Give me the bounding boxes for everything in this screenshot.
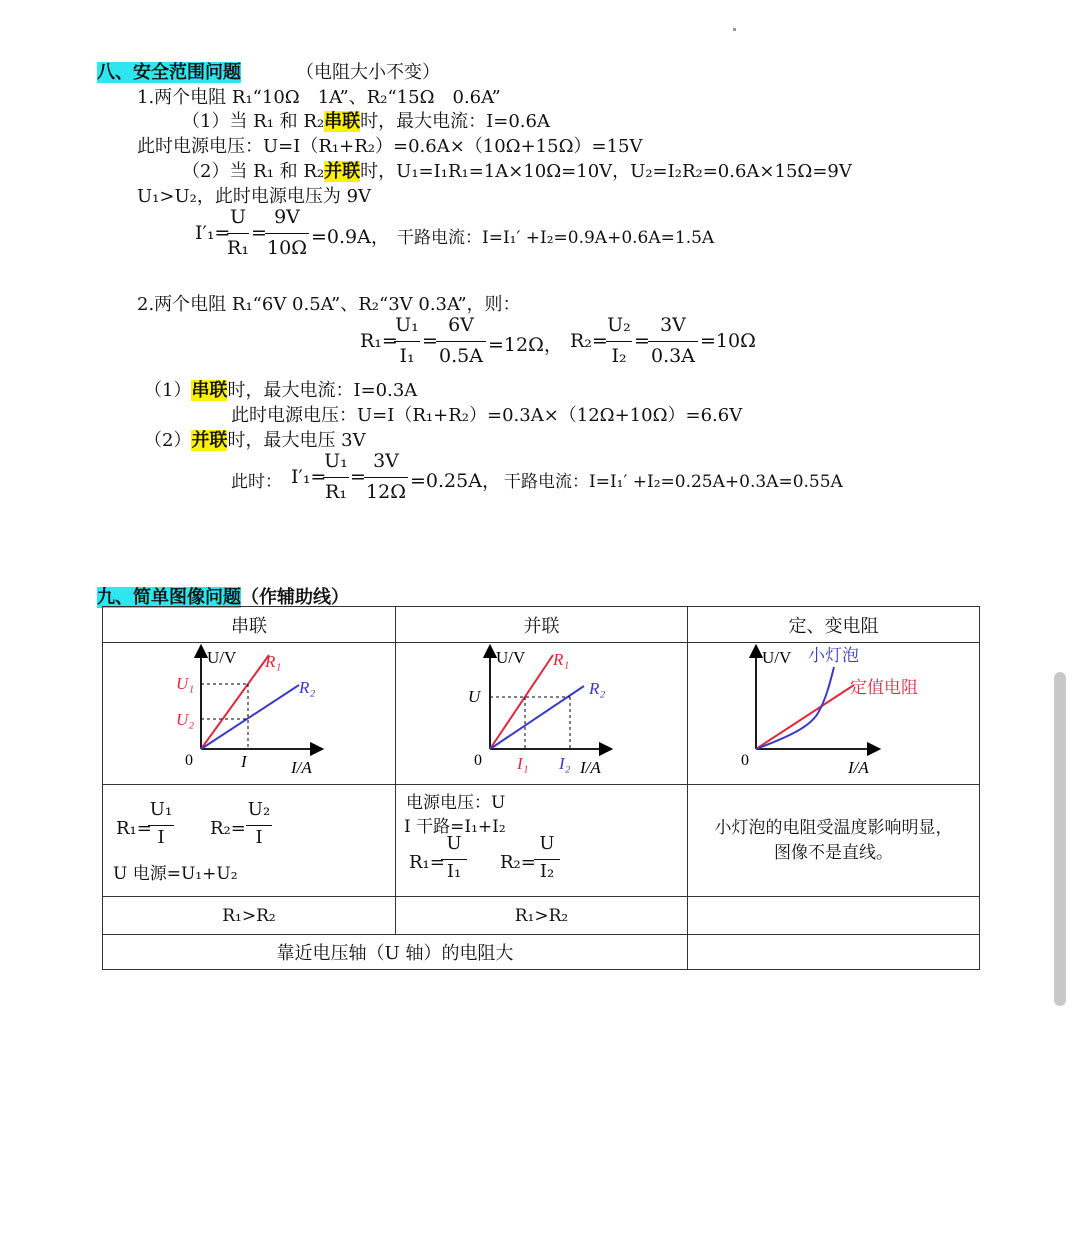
origin-label: 0: [185, 752, 193, 769]
formula-result: =12Ω，: [488, 334, 563, 356]
fraction-denominator: 0.3A: [651, 345, 695, 367]
fraction-numerator: U₁: [149, 799, 173, 820]
fraction-denominator: I: [157, 827, 165, 848]
formula-lhs: R₂=: [500, 852, 536, 873]
fraction-numerator: 9V: [274, 206, 300, 228]
fraction-numerator: U₂: [247, 799, 271, 820]
r1-label: R₁: [553, 650, 570, 669]
formula-result: =10Ω: [700, 330, 756, 352]
graph-cell-series: [103, 643, 396, 785]
problem2-step1-voltage: 此时电源电压：U=I（R₁+R₂）=0.3A×（12Ω+10Ω）=6.6V: [231, 405, 743, 426]
formula-lhs: R₂=: [570, 330, 608, 352]
fraction-numerator: 3V: [373, 450, 399, 472]
step-text: 时，最大电流：I=0.3A: [227, 380, 418, 401]
fraction-denominator: I: [255, 827, 263, 848]
summary-row: [103, 935, 980, 970]
series-graph: [103, 643, 395, 780]
section9-title: 九、简单图像问题: [97, 587, 241, 608]
fraction-numerator: U₁: [395, 314, 419, 336]
i-label: I: [241, 752, 247, 771]
fraction-bar: [148, 825, 174, 826]
comparison-row: [103, 897, 980, 935]
supply-voltage: 电源电压：U: [406, 793, 506, 813]
problem1-intro: 1.两个电阻 R₁“10Ω 1A”、R₂“15Ω 0.6A”: [137, 87, 501, 108]
formula-lhs: R₁=: [409, 852, 445, 873]
series-highlight: 串联: [191, 380, 228, 401]
fraction-denominator: R₁: [325, 481, 347, 503]
fraction-denominator: 0.5A: [439, 345, 483, 367]
step-text: （1）: [144, 380, 192, 401]
empty-cell: [688, 935, 980, 970]
fraction-numerator: U: [446, 833, 462, 854]
x-axis-label: I/A: [580, 758, 601, 777]
x-axis-label: I/A: [848, 758, 869, 777]
fraction-numerator: 6V: [448, 314, 474, 336]
section9-note: （作辅助线）: [241, 587, 349, 608]
formula-lhs: R₂=: [210, 818, 246, 839]
step-text: 时，最大电流：I=0.6A: [360, 111, 550, 132]
formula-lhs: I′₁=: [291, 466, 327, 488]
header-parallel: 并联: [396, 607, 688, 643]
parallel-highlight: 并联: [191, 430, 228, 451]
problem2-intro: 2.两个电阻 R₁“6V 0.5A”、R₂“3V 0.3A”，则：: [137, 294, 521, 315]
problem1-step1-voltage: 此时电源电压：U=I（R₁+R₂）=0.6A×（10Ω+15Ω）=15V: [137, 136, 643, 157]
r2-label: R₂: [589, 679, 606, 698]
speck: [733, 28, 736, 31]
step-text: 时，最大电压 3V: [227, 430, 366, 451]
bulb-note-cell: [688, 785, 980, 897]
y-axis-label: U/V: [207, 648, 237, 667]
section8-title: 八、安全范围问题: [97, 62, 241, 83]
fraction-numerator: U₂: [607, 314, 631, 336]
formula-lhs: I′₁=: [195, 222, 231, 244]
series-highlight: 串联: [324, 111, 361, 132]
fraction-bar: [227, 233, 249, 234]
r2-line: [201, 685, 299, 749]
fraction-bar: [364, 477, 408, 478]
fraction-bar: [441, 859, 467, 860]
section8-heading: [97, 58, 241, 84]
fraction-numerator: U₁: [324, 450, 348, 472]
origin-label: 0: [741, 752, 749, 769]
fraction-bar: [246, 825, 272, 826]
parallel-comparison: R₁>R₂: [396, 897, 688, 935]
step-text: （2）当 R₁ 和 R₂: [182, 161, 325, 182]
table-header-row: [103, 607, 980, 643]
u-label: U: [468, 687, 481, 706]
empty-cell: [688, 897, 980, 935]
problem1-step2-conclusion: U₁>U₂，此时电源电压为 9V: [137, 186, 372, 207]
parallel-graph: [396, 643, 687, 780]
section8-note: （电阻大小不变）: [296, 62, 440, 83]
formula-branch-current-2: [231, 450, 871, 510]
r2-label: R₂: [299, 678, 316, 697]
step-text: （2）: [144, 430, 192, 451]
series-formulas-cell: [103, 785, 396, 897]
problem2-step1: [144, 376, 417, 402]
fraction-denominator: R₁: [227, 237, 249, 259]
bulb-curve: [756, 667, 834, 749]
step-text: 时，U₁=I₁R₁=1A×10Ω=10V，U₂=I₂R₂=0.6A×15Ω=9V: [360, 161, 852, 182]
formula-lhs: R₁=: [360, 330, 398, 352]
fraction-bar: [534, 859, 560, 860]
fraction-numerator: U: [539, 833, 555, 854]
series-comparison: R₁>R₂: [103, 897, 396, 935]
parallel-formulas-cell: [396, 785, 688, 897]
r1-label: R₁: [265, 652, 282, 671]
scrollbar[interactable]: [1054, 672, 1066, 1006]
equals: =: [634, 330, 650, 352]
equals: =: [251, 222, 267, 244]
bulb-note-line2: 图像不是直线。: [774, 842, 893, 863]
equals: =: [422, 330, 438, 352]
y-axis-label: U/V: [496, 648, 526, 667]
formula-row: [103, 785, 980, 897]
series-formulas: [103, 785, 395, 896]
r1-line: [490, 655, 553, 749]
r1-line: [201, 655, 269, 749]
step-text: （1）当 R₁ 和 R₂: [182, 111, 325, 132]
fraction-denominator: I₁: [399, 345, 415, 367]
parallel-formulas: [396, 785, 687, 896]
header-fixed-variable: 定、变电阻: [688, 607, 980, 643]
i2-label: I₂: [559, 754, 571, 773]
current-sum: I 干路=I₁+I₂: [404, 817, 506, 837]
trunk-current: 干路电流：I=I₁′ +I₂=0.25A+0.3A=0.55A: [504, 472, 843, 492]
bulb-label: 小灯泡: [808, 646, 859, 665]
i1-label: I₁: [517, 754, 529, 773]
fraction-denominator: I₁: [446, 861, 462, 882]
fraction-numerator: 3V: [660, 314, 686, 336]
fraction-denominator: I₂: [611, 345, 627, 367]
y-axis-label: U/V: [762, 648, 792, 667]
parallel-highlight: 并联: [324, 161, 361, 182]
fraction-bar: [606, 341, 632, 342]
fraction-bar: [265, 233, 309, 234]
header-series: 串联: [103, 607, 396, 643]
problem1-step2: [182, 157, 852, 183]
fraction-denominator: 10Ω: [267, 237, 307, 259]
voltage-sum: U 电源=U₁+U₂: [113, 864, 238, 884]
summary-text: 靠近电压轴（U 轴）的电阻大: [103, 935, 688, 970]
graph-cell-parallel: [396, 643, 688, 785]
bulb-note-line1: 小灯泡的电阻受温度影响明显，: [714, 817, 953, 838]
graph-table: [102, 606, 980, 970]
fraction-bar: [394, 341, 420, 342]
fraction-bar: [436, 341, 486, 342]
formula-result: =0.25A，: [410, 470, 501, 492]
fraction-bar: [323, 477, 349, 478]
u2-label: U₂: [176, 710, 195, 729]
graph-row: [103, 643, 980, 785]
fraction-bar: [648, 341, 698, 342]
trunk-current: 干路电流：I=I₁′ +I₂=0.9A+0.6A=1.5A: [397, 228, 715, 248]
fixed-label: 定值电阻: [850, 678, 918, 697]
equals: =: [350, 466, 366, 488]
formula-prefix: 此时：: [231, 472, 282, 492]
fraction-denominator: I₂: [539, 861, 555, 882]
problem2-step2: [144, 426, 366, 452]
u1-label: U₁: [176, 674, 195, 693]
fraction-numerator: U: [229, 206, 246, 228]
x-axis-label: I/A: [291, 758, 312, 777]
bulb-graph: [688, 643, 979, 780]
fraction-denominator: 12Ω: [366, 481, 406, 503]
formula-lhs: R₁=: [116, 818, 152, 839]
fixed-resistor-line: [756, 685, 854, 749]
origin-label: 0: [474, 752, 482, 769]
formula-result: =0.9A，: [311, 226, 390, 248]
graph-cell-bulb: [688, 643, 980, 785]
formula-branch-current-1: [195, 206, 795, 266]
problem1-step1: [182, 107, 550, 133]
formula-resistances: [360, 314, 780, 374]
